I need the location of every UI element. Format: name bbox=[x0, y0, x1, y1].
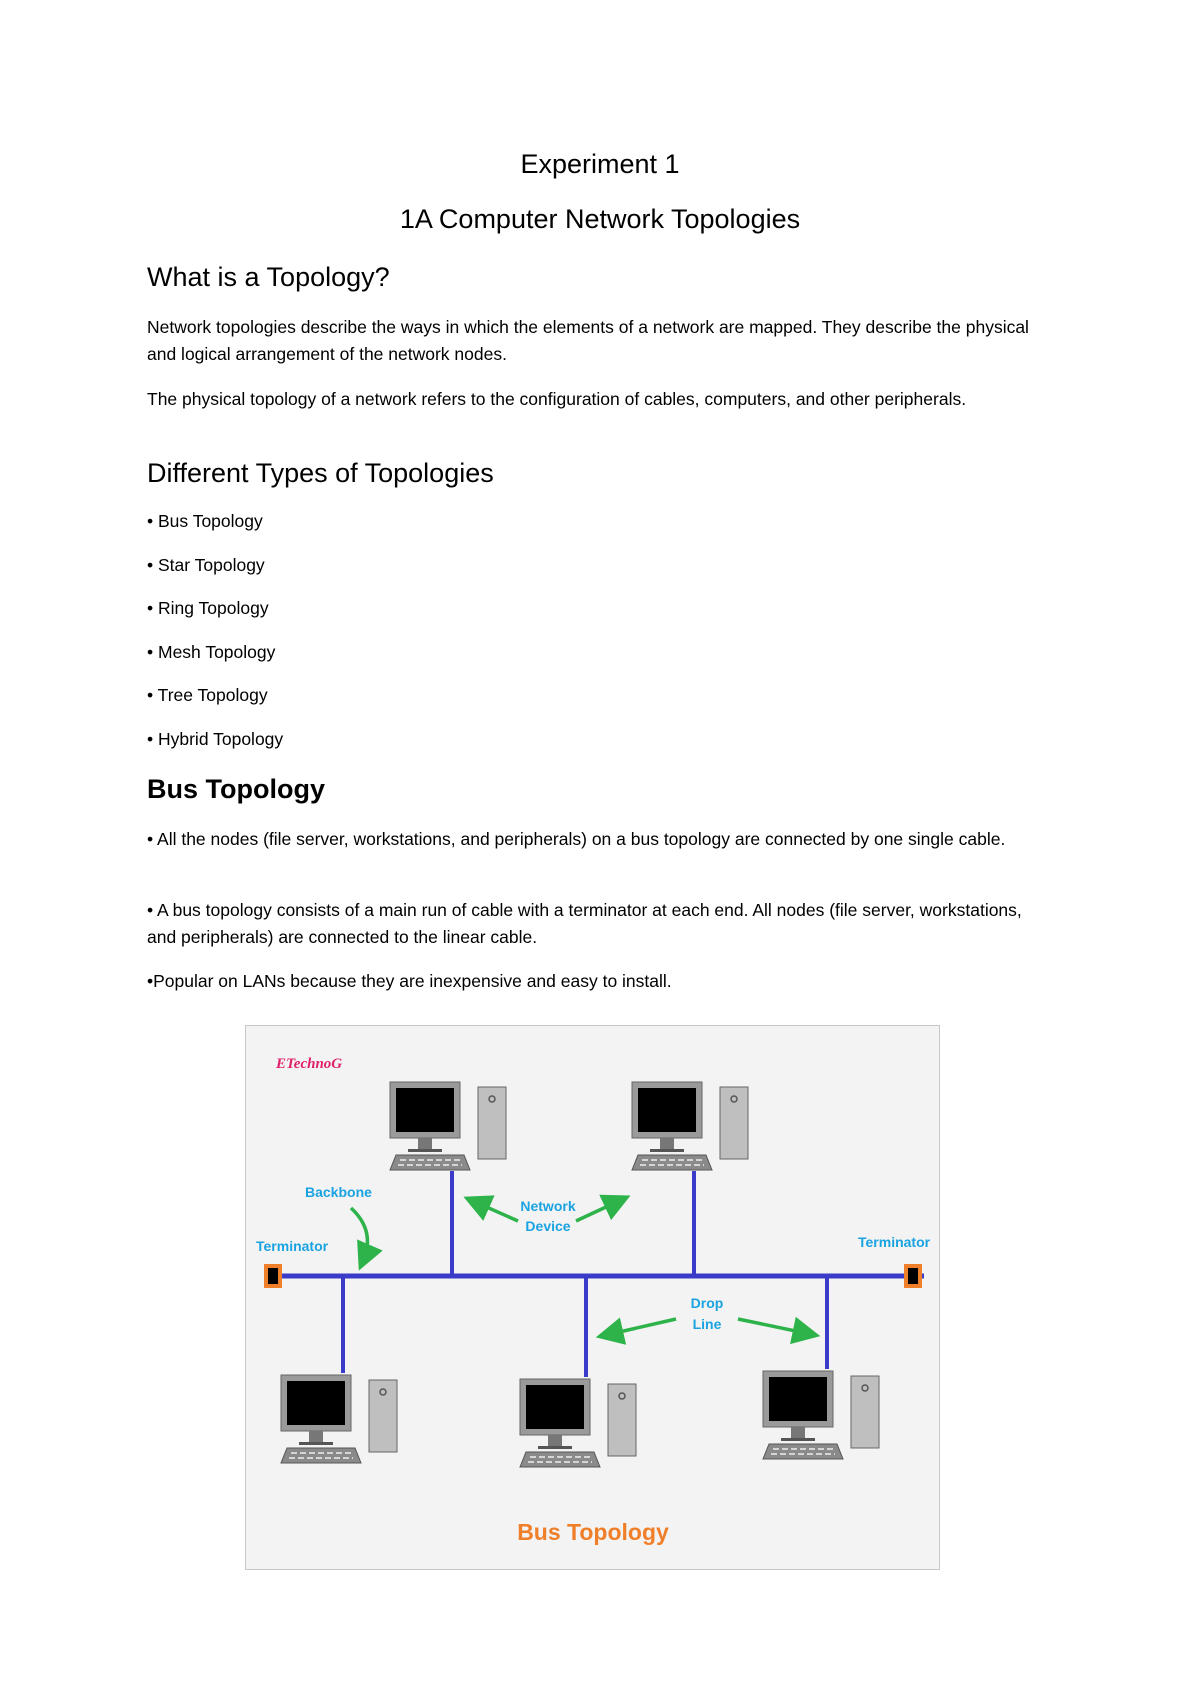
network-device-label-line2: Device bbox=[525, 1218, 571, 1234]
top-computer-right bbox=[632, 1082, 748, 1170]
list-item: • Star Topology bbox=[147, 554, 265, 575]
drop-line-arrow-left bbox=[606, 1319, 676, 1335]
what-heading: What is a Topology? bbox=[147, 262, 390, 292]
network-device-arrow-right bbox=[576, 1200, 621, 1221]
list-item: • Hybrid Topology bbox=[147, 728, 284, 749]
bottom-computer-left bbox=[281, 1375, 397, 1463]
drop-line-label-line2: Line bbox=[692, 1316, 722, 1332]
bus-point-2: • A bus topology consists of a main run of cable with a terminator at each end. All nodes (file server, workstations, and peripherals) are connected to the linear cable. bbox=[147, 900, 1022, 947]
list-item: • Mesh Topology bbox=[147, 641, 276, 662]
bus-heading: Bus Topology bbox=[147, 774, 325, 804]
brand-logo: ETechnoG bbox=[276, 1056, 343, 1072]
figure-caption: Bus Topology bbox=[517, 1519, 669, 1545]
types-heading: Different Types of Topologies bbox=[147, 458, 494, 488]
top-computer-left bbox=[390, 1082, 506, 1170]
bus-topology-diagram bbox=[246, 1026, 941, 1571]
document-title: Experiment 1 bbox=[520, 149, 680, 179]
terminator-right-label: Terminator bbox=[858, 1234, 931, 1250]
what-paragraph-2: The physical topology of a network refers to the configuration of cables, computers, and other peripherals. bbox=[147, 389, 967, 409]
backbone-arrow bbox=[351, 1208, 367, 1261]
list-item: • Bus Topology bbox=[147, 511, 263, 531]
list-item: • Ring Topology bbox=[147, 598, 269, 619]
drop-line-label-line1: Drop bbox=[690, 1295, 724, 1311]
bus-topology-figure bbox=[245, 1025, 940, 1570]
terminator-left bbox=[266, 1266, 280, 1286]
bus-point-1: • All the nodes (file server, workstations, and peripherals) on a bus topology are connected by one single cable. bbox=[147, 829, 1006, 849]
topology-types-list bbox=[147, 508, 283, 770]
what-paragraph-1: Network topologies describe the ways in which the elements of a network are mapped. They describe the physical and logical arrangement of the network nodes. bbox=[147, 317, 1029, 364]
list-item: • Tree Topology bbox=[147, 685, 268, 706]
bus-point-3: •Popular on LANs because they are inexpensive and easy to install. bbox=[147, 971, 672, 991]
document-subtitle: 1A Computer Network Topologies bbox=[399, 204, 801, 234]
bottom-computer-center bbox=[520, 1379, 636, 1467]
network-device-arrow-left bbox=[473, 1201, 518, 1221]
bottom-computer-right bbox=[763, 1371, 879, 1459]
backbone-label: Backbone bbox=[305, 1184, 372, 1200]
network-device-label-line1: Network bbox=[520, 1198, 576, 1214]
terminator-right bbox=[906, 1266, 920, 1286]
terminator-left-label: Terminator bbox=[256, 1238, 329, 1254]
drop-line-arrow-right bbox=[738, 1319, 810, 1334]
